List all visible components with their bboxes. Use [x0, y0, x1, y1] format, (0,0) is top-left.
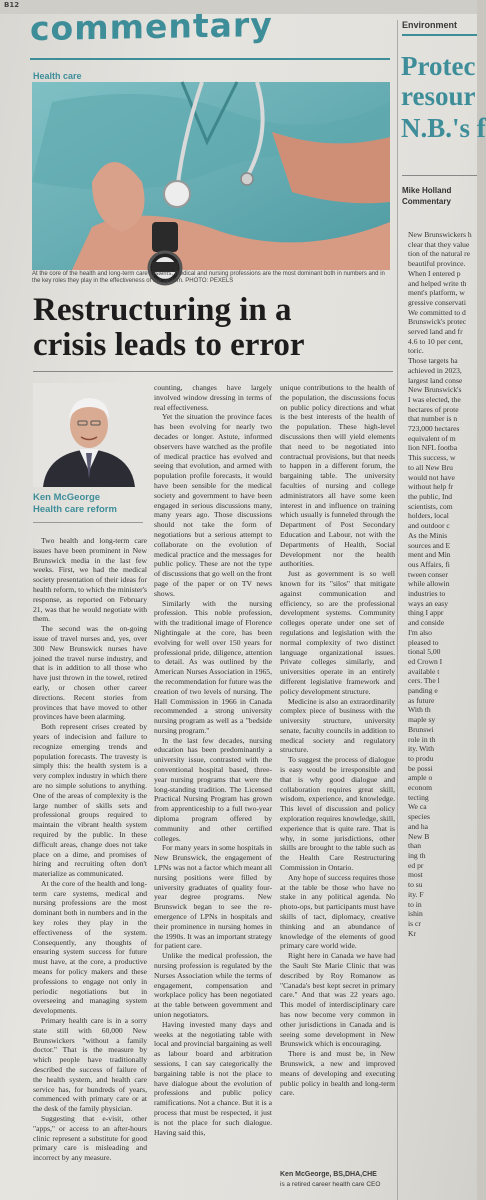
right-article-line: ity. With	[408, 744, 435, 754]
right-article-line: I was elected, the	[408, 394, 461, 404]
paragraph: Both represent crises created by years of indecision and failure to recognize emerging trends and population forecasts. The travesty is simply this: the health system is a very complex industry in which there are no simple solutions to anything. One of the areas of complexity is the large number of skills sets and professional groups required to maintain the vibrant health system required by the public. In these difficult areas, change does not take place on a dime, and promises of hiring and recruiting often don't materialize as communicated.	[33, 722, 147, 879]
right-article-line: When I entered p	[408, 268, 461, 278]
right-article-line: most	[408, 870, 423, 880]
paragraph: Just as government is so well known for its "silos" that mitigate against communication and efficiency, so are the professional development systems. Community colleges operate under one set of regulations and legislation with the normal complexity of two distinct language organizational issues. Private colleges similarly, and universities operate in an entirely different legislative framework and policy development structure.	[280, 569, 395, 696]
paragraph: Similarly with the nursing profession. This noble profession, with the traditional image of Florence Nightingale at the core, has been evolving for well over 150 years for professional pride, diligence, attention to detail. As was outlined by the American Nurses Association in 1965, the recommendation for future was the creation of two levels of nursing. The Hall Commission in 1966 in Canada recommended a strong university nursing program as well as a "bedside nursing program."	[154, 598, 272, 735]
right-headline-line-1: Protec	[401, 51, 476, 81]
headline-rule	[33, 371, 393, 372]
article-headline	[33, 293, 398, 363]
right-article-line: pleased to	[408, 637, 439, 647]
author-bio: is a retired career health care CEO	[280, 1181, 381, 1188]
right-headline-line-2: resour	[401, 81, 476, 111]
paragraph: Yet the situation the province faces has been evolving for nearly two decades or longer. Astute, informed observers have watched as the profile of medical practice has evolved and seeing that evolution, and armed with population profile forecasts, it would have been sensible for the medical society and government to have been engaged in serious discussions many, many years ago. Those discussions should not take the form of negotiations but a serious attempt to collaborate on the evolution of medical practice and the messages for public policy. These are not the type of discussions that go well on the front page of the paper or on TV news shows.	[154, 412, 272, 598]
right-article-line: the public, Ind	[408, 491, 453, 501]
right-article-line: ways an easy	[408, 598, 449, 608]
right-article-line: ment's platform, w	[408, 288, 465, 298]
right-article-line: largest land conse	[408, 375, 463, 385]
right-article-line: served land and fr	[408, 327, 463, 337]
right-article-line: ed pr	[408, 860, 424, 870]
right-article-line: achieved in 2023,	[408, 365, 462, 375]
right-article-line: to in	[408, 899, 422, 909]
article-column-1	[33, 536, 147, 1200]
right-section-rule	[402, 34, 477, 36]
right-article-line: We ca	[408, 802, 427, 812]
nurse-stethoscope-image	[32, 82, 390, 270]
right-article-line: New Brunswick's	[408, 385, 462, 395]
right-article-line: Kr	[408, 928, 417, 938]
right-article-line: hectares of prote	[408, 404, 459, 414]
paragraph: In the last few decades, nursing education has been predominantly a university issue, contrasted with the conventional hospital based, three-year nursing programs that were the long-standing tradition. The Licensed Practical Nursing Program has grown from apprenticeship to a full two-year diploma program offered by community and other certified colleges.	[154, 735, 272, 843]
paragraph: Having invested many days and weeks at the negotiating table with local and provincial bargaining as well as labour board and arbitration sessions, I can say categorically the bargaining table is not the place to have dialogue about the evolution of professions and public policy ramifications. Not a chance. But it is a process that must be respected, it just is not the place for such dialogue. Having said this,	[154, 1019, 272, 1137]
paragraph: To suggest the process of dialogue is easy would be irresponsible and that is why good dialogue and collaboration requires great skill, wisdom, experience, and knowledge. This level of discussion and policy exploration requires knowledge, skill, experience that is quite rare. That is why, in some jurisdictions, other skills are brought to the table such as the Health Care Restructuring Commission in Ontario.	[280, 755, 395, 873]
right-article-line: lion NFL footba	[408, 443, 458, 453]
right-article-line: 723,000 hectares	[408, 424, 460, 434]
photo-caption: At the core of the health and long-term care systems, medical and nursing professions are the most dominant both in numbers and in the key roles they play in the effectiveness of the system. PHOTO: PEXELS	[32, 271, 385, 284]
author-rule	[33, 522, 143, 523]
right-headline-line-3: N.B.'s f	[401, 113, 486, 143]
article-kicker: Health care	[33, 71, 82, 81]
right-article-line: and helped write th	[408, 278, 467, 288]
paragraph: unique contributions to the health of the population, the discussions focus on public policy directions and what is the best interests of the health of the population. These high-level discussions then will yield elements that need to be negotiated into contractual provisions, but that needs to happen in a different forum, the bargaining table. The university faculties of nursing and college administrators all have some keen interest in and influence on training which usually is funneled through the Department of Post Secondary Education and Labour, not with the Departments of Health, Social Development nor the health authorities.	[280, 383, 395, 569]
paragraph: Primary health care is in a sorry state still with 60,000 New Brunswickers "without a family doctor." That is the measure by which people have traditionally described the success of failure of the health system, and health care service has, for hundreds of years, commenced with primary care or at the desk of the family physician.	[33, 1016, 147, 1114]
right-headline-rule	[402, 175, 477, 176]
right-article-line: would not have	[408, 472, 455, 482]
right-article-line: to produ	[408, 753, 434, 763]
right-article-line: Brunswick's protec	[408, 317, 467, 327]
paragraph: Unlike the medical profession, the nursing profession is regulated by the Nurses Association while the terms of engagement, compensation and workplace policy has been negotiated at the table between government and union negotiators.	[154, 951, 272, 1019]
right-article-line: New Brunswickers h	[408, 230, 472, 239]
right-article-line: and ha	[408, 821, 429, 831]
right-article-line: ing th	[408, 851, 426, 860]
section-rule	[30, 58, 390, 60]
right-article-line: This success, w	[408, 453, 456, 463]
section-banner: commentary	[30, 4, 273, 49]
headline-line-2: crisis leads to error	[33, 327, 305, 363]
paragraph: Any hope of success requires those at the table be those who have no stake in any political agenda. No photo-ops, but participants must have skills of tact, diplomacy, creative thinking and an abundance of knowledge of the elements of good primary care world wide.	[280, 872, 395, 951]
article-photo	[32, 82, 390, 270]
right-article-line: role in th	[408, 734, 436, 744]
right-article-line: econom	[408, 783, 433, 793]
paragraph: The second was the on-going issue of travel nurses and, yes, over 300 New Brunswick nurses have joined the travel nurse industry, and that is in addition to all those who have just thrown in the towel, retired early, or chosen other career directions. Recent stories from provinces that have moved to other provinces have been alarming.	[33, 624, 147, 722]
right-article-line: beautiful province.	[408, 259, 466, 269]
right-article-line: ity. F	[408, 889, 424, 899]
right-article-line: as future	[408, 695, 435, 705]
right-article-line: and outdoor c	[408, 521, 450, 531]
paragraph: counting, changes have largely involved window dressing in terms of real effectiveness.	[154, 383, 272, 412]
right-article-line: scientists, com	[408, 501, 453, 511]
right-article-line: gressive conservati	[408, 297, 466, 307]
author-title: Health care reform	[33, 504, 117, 515]
right-article-line: without help fr	[408, 482, 454, 492]
right-article-line: With th	[408, 705, 431, 715]
right-article-line: species	[408, 812, 430, 822]
right-article-line: holders, local	[408, 511, 449, 521]
author-signature: Ken McGeorge, BS,DHA,CHE	[280, 1171, 377, 1178]
headline-line-1: Restructuring in a	[33, 292, 292, 328]
right-article-line: and conside	[408, 618, 445, 628]
right-article-line: I'm also	[408, 627, 432, 637]
author-name: Ken McGeorge	[33, 492, 101, 503]
right-article-line: to all New Bru	[408, 462, 453, 472]
right-section-label: Environment	[402, 20, 458, 30]
right-article-line: is cr	[408, 918, 421, 928]
right-article-line: thing I appr	[408, 608, 444, 618]
paragraph: Two health and long-term care issues have been prominent in New Brunswick media in the last few weeks. First, we had the medical society presentation of their ideas for health reform, to which the minister's response, as reported on February 21, was that he would negotiate with them.	[33, 536, 147, 624]
page-number: B12	[4, 1, 20, 9]
right-article-line: clear that they value	[408, 239, 470, 249]
right-article-line: ample o	[408, 773, 433, 783]
right-article-line: maple sy	[408, 715, 436, 725]
right-article-line: ous Affairs, fi	[408, 559, 450, 569]
paragraph: Medicine is also an extraordinarily complex piece of business with the university structure, university senate, faculty councils in addition to medical society and regulatory structure.	[280, 696, 395, 755]
article-column-2	[154, 383, 272, 1200]
right-article-line: We committed to d	[408, 307, 466, 317]
right-article-line: sources and E	[408, 540, 451, 550]
author-headshot	[33, 383, 145, 487]
right-article-line: be possi	[408, 763, 433, 773]
right-article-line: equivalent of m	[408, 433, 456, 443]
right-article-line: tional 5,00	[408, 647, 441, 657]
right-author-title: Commentary	[402, 197, 451, 206]
right-article-line: that number is n	[408, 414, 458, 424]
right-article-line: industries to	[408, 589, 446, 599]
right-article-line: panding e	[408, 686, 438, 696]
right-article-line: ishin	[408, 909, 423, 919]
article-column-3	[280, 383, 395, 1168]
right-article-line: Those targets ha	[408, 356, 458, 366]
right-article-line: than	[408, 841, 422, 851]
right-article-line: toric.	[408, 346, 424, 356]
right-article-line: 4.6 to 10 per cent,	[408, 336, 463, 346]
right-article-column	[402, 230, 482, 1200]
column-divider	[397, 20, 398, 1200]
paragraph: There is and must be, in New Brunswick, a new and improved means of developing and executing public policy in health and long-term care.	[280, 1049, 395, 1098]
right-article-line: New B	[408, 831, 430, 841]
right-article-line: tween conser	[408, 569, 448, 579]
right-author-name: Mike Holland	[402, 186, 452, 195]
author-portrait	[33, 383, 145, 487]
right-article-line: ment and Min	[408, 550, 451, 560]
right-article-line: ed Crown I	[408, 656, 443, 666]
right-article-line: tion of the natural re	[408, 249, 470, 259]
paragraph: At the core of the health and long-term care systems, medical and nursing professions are the most dominant both in numbers and in the key roles they play in the effectiveness of the system. Consequently, any thoughts of ensuring system success for future must have, at the core, a productive means for policy makers and these professions to engage not only in periodic negotiations but in overseeing and managing system developments.	[33, 878, 147, 1016]
right-article-line: As the Minis	[408, 530, 448, 540]
right-article-line: cers. The l	[408, 676, 440, 686]
paragraph: Right here in Canada we have had the Sault Ste Marie Clinic that was described by Roy Romanow as "Canada's best kept secret in primary care." And that was 22 years ago. This model of interdisciplinary care has now become very common in other jurisdictions in Canada and is seeing some development in New Brunswick which is encouraging.	[280, 951, 395, 1049]
paragraph: Suggesting that e-visit, other "apps," or access to an after-hours clinic represent a substitute for good primary care is misleading and incorrect by any measure.	[33, 1114, 147, 1163]
right-article-line: Brunswi	[408, 724, 434, 734]
right-article-line: while allowin	[408, 579, 450, 589]
right-article-line: available t	[408, 666, 440, 676]
right-article-line: tecting	[408, 792, 429, 802]
paragraph: For many years in some hospitals in New Brunswick, the engagement of LPNs was not a factor which meant all nursing positions were filled by university graduates of quality four-year degree programs. New Brunswick began to see the re-emergence of LPNs in hospitals and their prominence in nursing homes in the 1990s. It was an important strategy for patient care.	[154, 843, 272, 951]
right-article-line: to su	[408, 880, 423, 890]
